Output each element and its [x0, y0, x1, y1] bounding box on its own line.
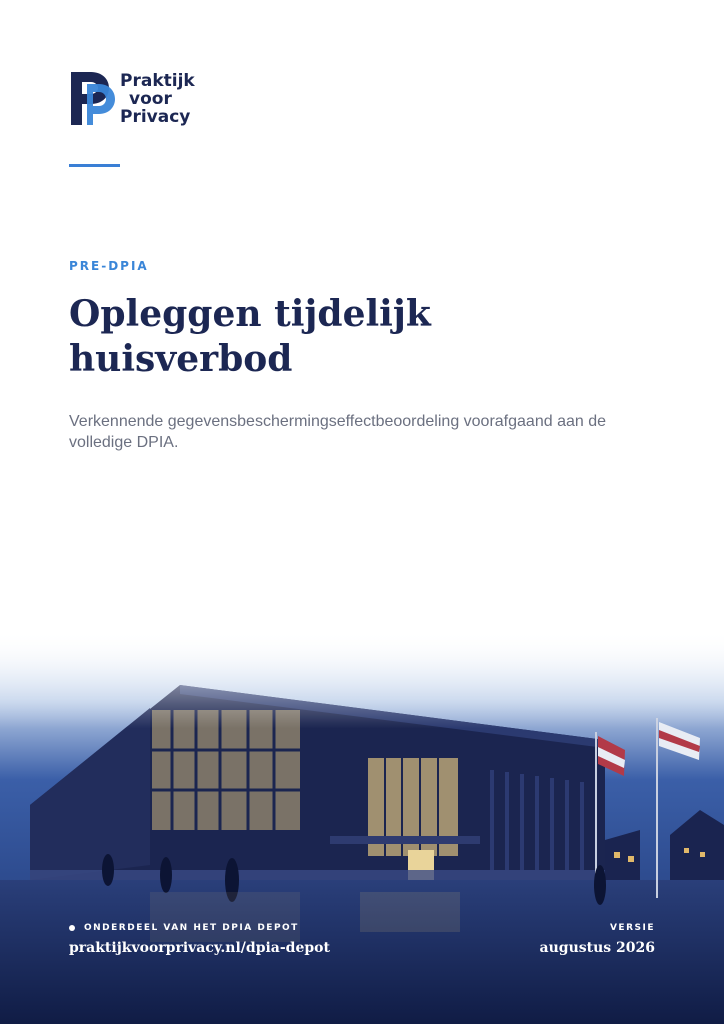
title-line1: Opleggen tijdelijk	[69, 293, 431, 335]
version-value: augustus 2026	[539, 940, 655, 956]
page-title	[69, 292, 669, 382]
footer-label	[69, 923, 330, 933]
brand-logo	[69, 68, 229, 132]
brand-name-line1: Praktijk	[120, 71, 195, 91]
bullet-icon	[69, 925, 75, 931]
brand-wordmark	[120, 72, 195, 126]
page-subtitle: Verkennende gegevensbeschermingseffectbeoordeling voorafgaand aan de volledige DPIA.	[69, 413, 606, 451]
document-kicker: PRE-DPIA	[69, 259, 149, 273]
pp-monogram-icon	[69, 70, 115, 126]
footer-link[interactable]: praktijkvoorprivacy.nl/dpia-depot	[69, 940, 330, 956]
station-building-photo	[0, 630, 724, 1024]
version-label: VERSIE	[609, 923, 655, 933]
footer-left	[69, 923, 330, 956]
brand-name-line3: Privacy	[120, 107, 191, 127]
title-line2: huisverbod	[69, 338, 293, 380]
brand-name-line2: voor	[129, 89, 172, 109]
footer-label-text: ONDERDEEL VAN HET DPIA DEPOT	[84, 923, 299, 933]
footer-right	[540, 923, 655, 956]
accent-divider	[69, 164, 120, 167]
